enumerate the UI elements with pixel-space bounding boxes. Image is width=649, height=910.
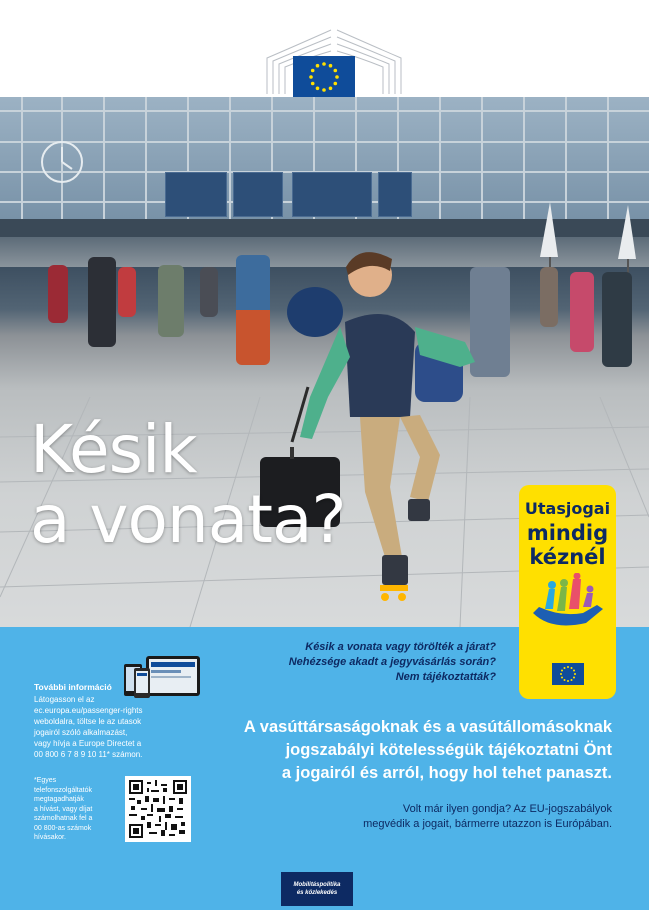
sub-statement-line1: Volt már ilyen gondja? Az EU-jogszabályok <box>402 803 612 815</box>
questions-block <box>200 640 496 685</box>
headline-line2: a vonata? <box>30 481 346 558</box>
departure-board <box>378 172 412 217</box>
info-line3: weboldalra, töltse le az utasok <box>34 717 142 726</box>
footnote <box>34 776 122 843</box>
departure-board <box>292 172 372 217</box>
footnote-line4: a hívást, vagy díjat <box>34 805 93 813</box>
headline-line1: Késik <box>30 411 197 488</box>
statement-line1: A vasúttársaságoknak és a vasútállomásoknak <box>243 718 612 736</box>
footnote-line2: telefonszolgáltatók <box>34 786 92 794</box>
pedestrian <box>48 265 68 323</box>
info-line1: Látogasson el az <box>34 695 95 704</box>
badge-line2: mindig <box>526 521 609 545</box>
info-link[interactable]: ec.europa.eu/passenger-rights <box>34 706 143 715</box>
european-commission-logo <box>265 28 403 98</box>
question-3: Nem tájékoztatták? <box>395 671 496 683</box>
pedestrian <box>200 267 218 317</box>
question-1: Késik a vonata vagy törölték a járat? <box>305 641 496 653</box>
pedestrian <box>88 257 116 347</box>
footnote-line6: 00 800-as számok <box>34 824 92 832</box>
pedestrian <box>570 272 594 352</box>
question-2: Nehézsége akadt a jegyvásárlás során? <box>288 656 496 668</box>
statement-line3: a jogairól és arról, hogy hol tehet panaszt. <box>281 764 612 782</box>
info-line4: jogairól szóló alkalmazást, <box>34 728 128 737</box>
eu-flag-icon <box>552 663 584 685</box>
pedestrian <box>158 265 184 337</box>
qr-code-icon <box>129 780 187 838</box>
umbrella-icons <box>530 197 649 277</box>
info-body <box>34 694 214 760</box>
info-phone: 00 800 6 7 8 9 10 11* számon. <box>34 750 143 759</box>
dg-mobility-label <box>281 872 353 906</box>
footnote-line1: *Egyes <box>34 777 57 784</box>
main-statement <box>200 716 612 785</box>
statement-line2: jogszabályi kötelességük tájékoztatni Önt <box>285 741 612 759</box>
passenger-rights-badge <box>519 485 616 699</box>
header <box>0 0 649 97</box>
qr-code[interactable] <box>125 776 191 842</box>
footnote-line7: hívásakor. <box>34 834 66 841</box>
dg-line1: Mobilitáspolitika <box>293 882 341 888</box>
pedestrian <box>602 272 632 367</box>
pedestrian <box>540 267 558 327</box>
info-line5: vagy hívja a Europe Directet a <box>34 739 142 748</box>
departure-board <box>165 172 227 217</box>
badge-line1: Utasjogai <box>524 499 611 518</box>
badge-title <box>519 497 616 569</box>
sub-statement <box>300 802 612 832</box>
footnote-line5: számolhatnak fel a <box>34 815 93 822</box>
footnote-line3: megtagadhatják <box>34 796 84 803</box>
pedestrian <box>118 267 136 317</box>
eu-flag-icon <box>293 56 355 98</box>
badge-line3: kéznél <box>529 545 606 569</box>
dg-line2: és közlekedés <box>296 890 338 896</box>
info-title: További információ <box>34 682 112 692</box>
hands-people-icon <box>531 573 605 633</box>
departure-board <box>233 172 283 217</box>
sub-statement-line2: megvédik a jogait, bármerre utazzon is Európában. <box>363 818 612 830</box>
headline <box>30 411 346 558</box>
